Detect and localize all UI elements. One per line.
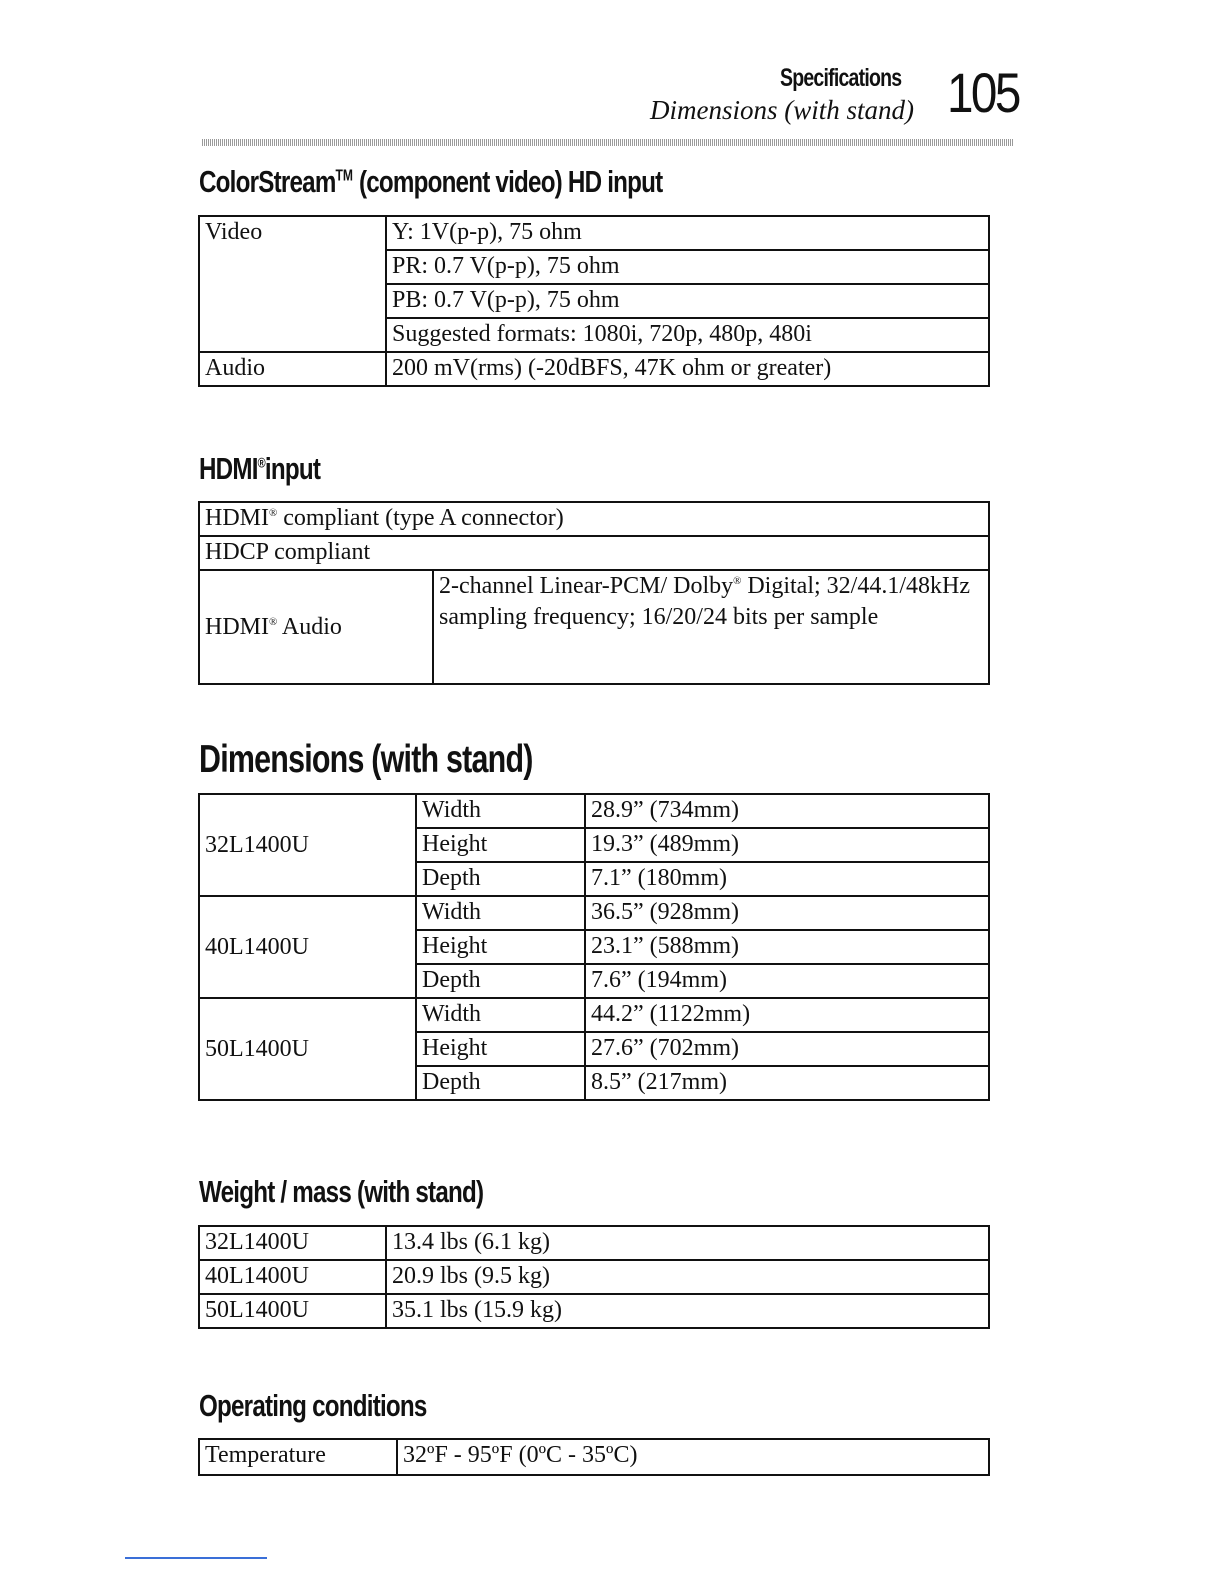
model-name: 50L1400U	[199, 1294, 386, 1328]
video-pb-value: PB: 0.7 V(p-p), 75 ohm	[386, 284, 989, 318]
weight-value: 13.4 lbs (6.1 kg)	[386, 1226, 989, 1260]
dim-value: 36.5” (928mm)	[585, 896, 989, 930]
dimensions-table	[198, 793, 990, 1101]
temperature-value: 32ºF - 95ºF (0ºC - 35ºC)	[397, 1439, 989, 1475]
table-row	[199, 1260, 989, 1294]
colorstream-heading: ColorStream™ (component video) HD input	[199, 164, 663, 199]
section-title: Specifications	[780, 64, 902, 92]
dimensions-heading: Dimensions (with stand)	[199, 738, 533, 781]
table-row	[199, 352, 989, 386]
dim-value: 23.1” (588mm)	[585, 930, 989, 964]
model-name: 40L1400U	[199, 896, 416, 998]
dim-value: 7.6” (194mm)	[585, 964, 989, 998]
dim-label: Width	[416, 896, 585, 930]
operating-heading: Operating conditions	[199, 1388, 427, 1423]
dim-label: Height	[416, 828, 585, 862]
dim-value: 27.6” (702mm)	[585, 1032, 989, 1066]
table-row	[199, 570, 989, 684]
audio-value: 200 mV(rms) (-20dBFS, 47K ohm or greater)	[386, 352, 989, 386]
model-name: 32L1400U	[199, 1226, 386, 1260]
header-rule	[202, 139, 1014, 146]
dim-value: 44.2” (1122mm)	[585, 998, 989, 1032]
hdmi-compliant: HDMI® compliant (type A connector)	[199, 502, 989, 536]
hdmi-audio-label: HDMI® Audio	[199, 570, 433, 684]
video-formats-value: Suggested formats: 1080i, 720p, 480p, 480i	[386, 318, 989, 352]
dim-value: 8.5” (217mm)	[585, 1066, 989, 1100]
dim-value: 28.9” (734mm)	[585, 794, 989, 828]
video-y-value: Y: 1V(p-p), 75 ohm	[386, 216, 989, 250]
audio-label: Audio	[199, 352, 386, 386]
temperature-label: Temperature	[199, 1439, 397, 1475]
table-row	[199, 896, 989, 930]
dim-label: Depth	[416, 1066, 585, 1100]
dim-value: 7.1” (180mm)	[585, 862, 989, 896]
table-row	[199, 998, 989, 1032]
dim-label: Depth	[416, 964, 585, 998]
hdcp-compliant: HDCP compliant	[199, 536, 989, 570]
colorstream-table	[198, 215, 990, 387]
hdmi-audio-value: 2-channel Linear-PCM/ Dolby® Digital; 32/44.1/48kHz sampling frequency; 16/20/24 bits per sample	[433, 570, 989, 684]
hdmi-table	[198, 501, 990, 685]
table-row	[199, 794, 989, 828]
model-name: 32L1400U	[199, 794, 416, 896]
dim-value: 19.3” (489mm)	[585, 828, 989, 862]
footer-line	[125, 1557, 267, 1559]
table-row	[199, 502, 989, 536]
page-number: 105	[947, 61, 1019, 124]
table-row	[199, 1439, 989, 1475]
operating-table	[198, 1438, 990, 1476]
table-row	[199, 1294, 989, 1328]
table-row	[199, 1226, 989, 1260]
table-row	[199, 536, 989, 570]
weight-value: 20.9 lbs (9.5 kg)	[386, 1260, 989, 1294]
dim-label: Height	[416, 930, 585, 964]
dim-label: Height	[416, 1032, 585, 1066]
subsection-title: Dimensions (with stand)	[649, 95, 914, 125]
weight-value: 35.1 lbs (15.9 kg)	[386, 1294, 989, 1328]
model-name: 40L1400U	[199, 1260, 386, 1294]
dim-label: Depth	[416, 862, 585, 896]
model-name: 50L1400U	[199, 998, 416, 1100]
table-row	[199, 216, 989, 250]
weight-table	[198, 1225, 990, 1329]
weight-heading: Weight / mass (with stand)	[199, 1174, 484, 1209]
hdmi-heading: HDMI®input	[199, 451, 321, 486]
video-label: Video	[199, 216, 386, 352]
video-pr-value: PR: 0.7 V(p-p), 75 ohm	[386, 250, 989, 284]
dim-label: Width	[416, 794, 585, 828]
dim-label: Width	[416, 998, 585, 1032]
